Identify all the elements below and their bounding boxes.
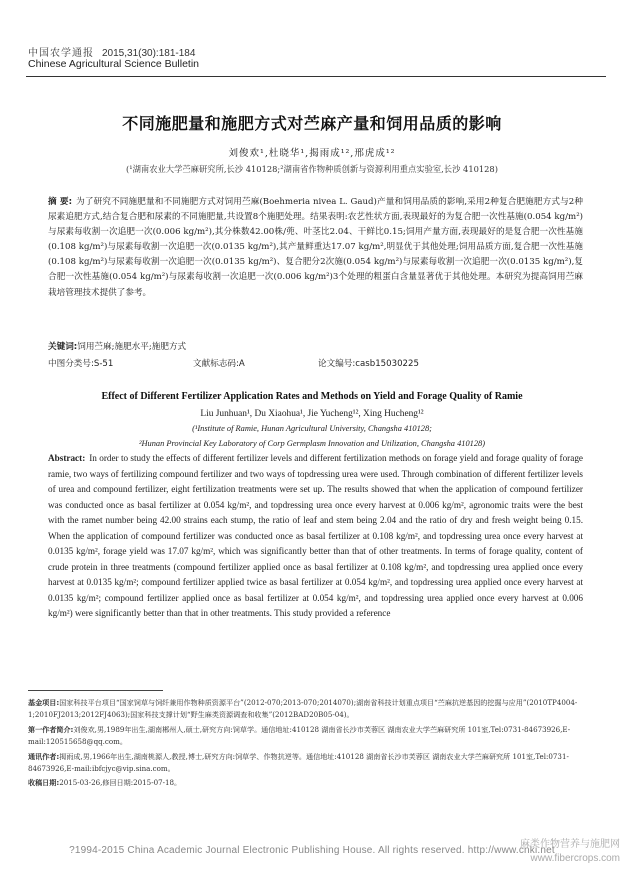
keywords-cn-text: 饲用苎麻;施肥水平;施肥方式	[77, 342, 187, 352]
journal-header-cn	[28, 44, 195, 59]
journal-volume: 2015,31(30):181-184	[102, 48, 196, 59]
footnote-corresponding-author-text: 揭雨成,男,1966年出生,湖南桃源人,教授,博士,研究方向:饲草学、作物抗逆等。通信地址:410128 湖南省长沙市芙蓉区 湖南农业大学苎麻研究所 101室,Tel:0731-84673926,E-mail:ibfcjyc@vip.sina.com。	[28, 751, 569, 774]
footnote-fund	[28, 697, 588, 722]
footnote-first-author-label: 第一作者简介:	[28, 724, 74, 734]
abstract-en-label: Abstract:	[48, 453, 86, 463]
footnote-dates-text: 2015-03-26,修回日期:2015-07-18。	[59, 778, 182, 788]
watermark-line-2: www.fibercrops.com	[530, 853, 620, 864]
footnotes	[28, 697, 588, 792]
journal-name-en: Chinese Agricultural Science Bulletin	[28, 58, 200, 70]
clc-number: 中图分类号:S-51	[48, 359, 114, 369]
abstract-cn	[48, 195, 583, 301]
journal-name-cn: 中国农学通报	[28, 48, 94, 59]
footnote-fund-text: 国家科技平台项目“国家饲草与饲纤兼用作物种质资源平台”(2012-070;2013-070;2014070);湖南省科技计划重点项目“苎麻抗逆基因的挖掘与应用”(2010TP4004-1;2010FJ2013;2012FJ4063);国家科技支撑计划“野生麻类资源调查和收集”(2012BAD20B05-04)。	[28, 698, 578, 720]
footnote-corresponding-author-label: 通讯作者:	[28, 751, 60, 761]
affiliations-cn: (¹湖南农业大学苎麻研究所,长沙 410128;²湖南省作物种质创新与资源利用重点实验室,长沙 410128)	[126, 164, 498, 174]
paper-number: 论文编号:casb15030225	[318, 359, 419, 369]
document-code: 文献标志码:A	[193, 359, 245, 369]
affiliation-en-1: (¹Institute of Ramie, Hunan Agricultural University, Changsha 410128;	[192, 424, 432, 433]
abstract-cn-text: 为了研究不同施肥量和不同施肥方式对饲用苎麻(Boehmeria nivea L. Gaud)产量和饲用品质的影响,采用2种复合肥施肥方式与2种尿素追肥方式,结合复合肥和尿素的不同施肥量,共设置8个施肥处理。结果表明:农艺性状方面,表现最好的为复合肥一次性基施(0.054 kg/m²)与尿素每收割一次追肥一次(0.006 kg/m²),其分株数42.00株/蔸、叶茎比2.04、干鲜比0.15;饲用产量方面,表现最好的是复合肥一次性基施(0.108 kg/m²)与尿素每收割一次追肥一次(0.0135 kg/m²),其产量鲜重达17.07 kg/m²,明显优于其他处理;饲用品质方面,复合肥一次性基施(0.108 kg/m²)与尿素每收割一次追肥一次(0.0135 kg/m²)、复合肥分2次施(0.054 kg/m²)与尿素每收割一次追肥一次(0.0135 kg/m²),复合肥一次性基施(0.054 kg/m²)与尿素每收割一次追肥一次(0.006 kg/m²)3个处理的粗蛋白含量显著优于其他处理。本研究为提高饲用苎麻栽培管理技术提供了参考。	[48, 197, 583, 298]
authors-en: Liu Junhuan¹, Du Xiaohua¹, Jie Yucheng¹², Xing Hucheng¹²	[200, 409, 424, 419]
authors-cn: 刘俊欢¹,杜晓华¹,揭雨成¹²,邢虎成¹²	[228, 148, 396, 159]
copyright-line: ?1994-2015 China Academic Journal Electronic Publishing House. All rights reserved. http://www.cnki.net	[69, 845, 555, 856]
footnote-first-author	[28, 724, 588, 749]
abstract-en	[48, 451, 583, 622]
abstract-en-text: In order to study the effects of different fertilizer levels and different fertilization methods on forage yield and forage quality of forage ramie, two ways of fertilizing compound fertilizer and two ways of topdressing urea were used. Through combination of different fertilizer levels of urea and compound fertilizer, eight fertilization treatments were set up. The results showed that when the application of compound fertilizer was conducted once as basal fertilizer at 0.054 kg/m², and topdressing urea once every harvest at 0.006 kg/m², agronomic traits were the best with the ramet number being 42.00 strains each stump, the ratio of leaf and stem being 2.04 and the ratio of dry and fresh weight being 0.15. When the application of compound fertilizer was conducted once as basal fertilizer at 0.108 kg/m², and topdressing urea once every harvest at 0.0135 kg/m², forage yield was 17.07 kg/m², which was significantly better than that of other treatments. In terms of forage quality, content of crude protein in three treatments (compound fertilizer applied once as basal fertilizer at 0.108 kg/m², and topdressing urea applied once every harvest at 0.0135 kg/m²; compound fertilizer applied twice as basal fertilizer at 0.054 kg/m², and topdressing urea applied once every harvest at 0.0135 kg/m²; compound fertilizer applied once as basal fertilizer at 0.054 kg/m², and topdressing urea applied once every harvest at 0.006 kg/m²) were significantly better than that in other treatments. This study provided a reference	[48, 453, 583, 618]
header-divider	[26, 76, 606, 77]
paper-title-cn: 不同施肥量和施肥方式对苎麻产量和饲用品质的影响	[122, 114, 502, 133]
watermark	[520, 838, 620, 866]
affiliation-en-2: ²Hunan Provincial Key Laboratory of Corp Germplasm Innovation and Utilization, Changsha 410128)	[138, 439, 486, 448]
footnote-dates-label: 收稿日期:	[28, 778, 60, 788]
footnote-first-author-text: 刘俊欢,男,1989年出生,湖南郴州人,硕士,研究方向:饲草学。通信地址:410128 湖南省长沙市芙蓉区 湖南农业大学苎麻研究所 101室,Tel:0731-84673926,E-mail:120515658@qq.com。	[28, 724, 571, 747]
footnote-dates	[28, 777, 588, 789]
footnote-corresponding-author	[28, 751, 588, 776]
classification-row	[48, 357, 583, 369]
footnote-divider	[28, 690, 163, 691]
paper-title-en: Effect of Different Fertilizer Application Rates and Methods on Yield and Forage Quality of Ramie	[101, 391, 523, 402]
keywords-cn	[48, 340, 583, 352]
keywords-cn-label: 关键词:	[48, 342, 78, 352]
watermark-line-1: 麻类作物营养与施肥网	[520, 839, 620, 850]
footnote-fund-label: 基金项目:	[28, 698, 60, 707]
abstract-cn-label: 摘 要:	[48, 197, 73, 207]
